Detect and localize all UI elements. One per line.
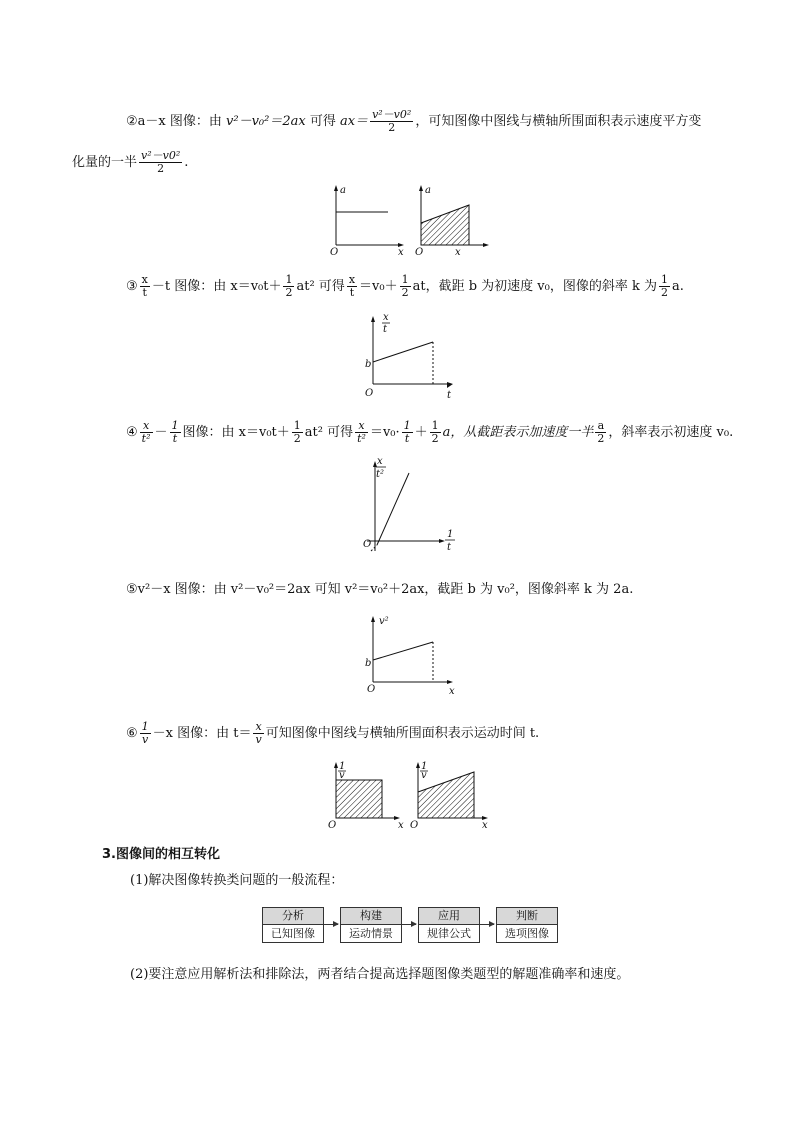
graph-invv-right: [410, 760, 492, 832]
item-xt2-part1: 图像：由 x＝v₀t＋: [182, 425, 290, 440]
intercept-label: b: [365, 359, 372, 370]
item-ax-frac: [370, 109, 413, 134]
y-label-den: v: [339, 770, 345, 781]
flow-step-build: [340, 907, 402, 943]
frac-half-2: [430, 420, 441, 445]
frac-num: 1: [293, 419, 301, 432]
flow-step-top: 分析: [263, 908, 323, 925]
origin-label: O: [365, 388, 374, 399]
item-ax-end: .: [184, 155, 189, 170]
item-invv-part1: －x 图像：由 t＝: [152, 726, 252, 741]
frac-num: v²－v0²: [372, 108, 412, 121]
item-xt2-sep: －: [154, 425, 168, 440]
item-ax-eq2: ax＝: [339, 114, 369, 129]
item-xt-part4: at，截距 b 为初速度 v₀，图像的斜率 k 为: [412, 279, 657, 294]
x-arrow-icon: [447, 680, 453, 684]
y-label-den: t²: [376, 469, 385, 480]
graph-ax-left: [330, 185, 410, 258]
y-label: a: [340, 185, 346, 196]
item-ax-frac2: [139, 150, 182, 175]
item-ax-mid: 可得: [305, 114, 340, 129]
origin-label: O: [363, 539, 372, 550]
y-label-den: v: [421, 770, 427, 781]
flow-step-bottom: 选项图像: [505, 927, 549, 940]
dashed-extension: [371, 545, 377, 551]
y-arrow-icon: [334, 762, 338, 768]
y-arrow-icon: [334, 185, 338, 191]
item-ax-tail: ，可知图像中图线与横轴所围面积表示速度平方变: [415, 114, 702, 129]
frac-num: 1: [403, 419, 411, 432]
shaded-area: [421, 205, 469, 245]
frac-den: 2: [661, 286, 668, 299]
frac-1-over-t: [402, 420, 413, 445]
flow-step-top: 应用: [419, 908, 479, 925]
section3-p2: (2)要注意应用解析法和排除法，两者结合提高选择题图像类题型的解题准确率和速度。: [130, 967, 630, 982]
frac-x-over-t2: [355, 420, 368, 445]
frac-den: 2: [293, 432, 301, 445]
frac-den: 2: [597, 432, 605, 445]
origin-label: O: [328, 820, 337, 831]
item-xt2-part6: ，斜率表示初速度 v₀.: [608, 425, 734, 440]
item-xt2-marker: ④: [126, 425, 138, 440]
item-ax-line2-text: 化量的一半: [72, 155, 138, 170]
frac-num: x: [355, 420, 368, 433]
item-xt-part1: －t 图像：由 x＝v₀t＋: [151, 279, 282, 294]
x-label-den: t: [447, 542, 452, 553]
frac-num: 1: [285, 273, 293, 286]
frac-half: [283, 274, 294, 299]
graph-v2x: [363, 612, 463, 698]
y-arrow-icon: [419, 185, 423, 191]
y-label-num: 1: [421, 761, 428, 772]
frac-den: t: [404, 432, 410, 445]
y-label: a: [425, 185, 431, 196]
flow-step-bottom: 已知图像: [271, 927, 315, 940]
x-label-num: 1: [447, 529, 454, 540]
item-xt2-line: [126, 420, 733, 445]
frac-num: x: [140, 420, 153, 433]
frac-num: a: [595, 420, 606, 433]
frac-num: x: [141, 273, 148, 286]
frac-half-2: [400, 274, 411, 299]
y-label-den: t: [383, 324, 388, 335]
flow-step-bottom: 运动情景: [349, 927, 393, 940]
section3-title: 3.图像间的相互转化: [102, 847, 220, 862]
frac-num: 1: [141, 720, 149, 733]
x-arrow-icon: [439, 539, 445, 543]
origin-label: O: [367, 684, 376, 695]
frac-1t: [170, 420, 181, 445]
y-label-num: x: [377, 456, 383, 467]
item-ax-line1: [126, 109, 701, 134]
x-arrow-icon: [447, 382, 453, 388]
frac-slope: [659, 274, 670, 299]
graph-ax-right: [415, 185, 495, 258]
item-invv-line: [126, 721, 539, 746]
y-label-num: 1: [339, 761, 346, 772]
frac-den: 2: [285, 286, 293, 299]
item-xt2-part3: ＝v₀·: [369, 425, 400, 440]
item-v2x-line: [126, 581, 633, 599]
flow-step-top: 判断: [497, 908, 557, 925]
flow-step-apply: [418, 907, 480, 943]
y-label-num: x: [383, 312, 389, 323]
item-xt2-part2: at² 可得: [304, 425, 354, 440]
graph-line: [377, 473, 409, 545]
graph-xt: [363, 312, 463, 402]
frac-den: t: [349, 286, 355, 299]
frac-den: v: [142, 733, 149, 746]
x-label: t: [447, 390, 452, 401]
frac-num: 1: [661, 273, 668, 286]
flowchart: [262, 907, 562, 945]
item-v2x-text: ⑤v²－x 图像：由 v²－v₀²＝2ax 可知 v²＝v₀²＋2ax，截距 b 为 v₀²，图像斜率 k 为 2a.: [126, 582, 634, 597]
x-label: x: [482, 820, 488, 831]
item-ax-line2: [72, 150, 188, 175]
frac-den: 2: [388, 121, 396, 134]
x-label: x: [449, 686, 455, 697]
flow-arrow-icon: [402, 924, 416, 925]
item-ax-marker: ②a－x 图像：由: [126, 114, 227, 129]
flow-step-top: 构建: [341, 908, 401, 925]
y-label: v²: [379, 616, 389, 627]
frac-a-half: [595, 420, 606, 445]
item-invv-marker: ⑥: [126, 726, 138, 741]
frac-half: [292, 420, 303, 445]
frac-den: t²: [141, 432, 151, 445]
graph-line: [373, 642, 433, 660]
item-ax-eq1: v²－v₀²＝2ax: [226, 114, 306, 129]
frac-den: t: [142, 286, 147, 299]
item-xt-part5: a.: [672, 279, 684, 294]
frac-den: v: [255, 733, 262, 746]
frac-x-over-t: [347, 274, 357, 299]
frac-den: 2: [401, 286, 409, 299]
frac-den: 2: [431, 432, 439, 445]
origin-label: O: [415, 247, 424, 258]
x-label: x: [398, 820, 404, 831]
y-arrow-icon: [416, 762, 420, 768]
frac-den: t²: [357, 432, 366, 445]
frac-num: 1: [431, 419, 439, 432]
frac-num: 1: [401, 273, 409, 286]
y-arrow-icon: [371, 616, 375, 622]
graph-line: [373, 342, 433, 362]
shaded-area: [336, 780, 382, 818]
y-arrow-icon: [371, 316, 375, 322]
frac-xt: [140, 274, 150, 299]
frac-den: 2: [157, 162, 165, 175]
frac-xv: [253, 721, 263, 746]
item-xt-line: [126, 274, 684, 299]
item-invv-part2: 可知图像中图线与横轴所围面积表示运动时间 t.: [265, 726, 540, 741]
item-xt2-part4: ＋: [414, 425, 428, 440]
flow-arrow-icon: [480, 924, 494, 925]
x-arrow-icon: [483, 243, 489, 247]
frac-den: t: [172, 432, 178, 445]
flow-arrow-icon: [324, 924, 338, 925]
x-label: x: [455, 247, 461, 258]
item-xt-marker: ③: [126, 279, 138, 294]
flow-step-bottom: 规律公式: [427, 927, 471, 940]
origin-label: O: [330, 247, 339, 258]
frac-num: 1: [171, 419, 179, 432]
frac-num: v²－v0²: [141, 149, 181, 162]
flow-step-analyze: [262, 907, 324, 943]
item-xt2-part5: a，从截距表示加速度一半: [442, 425, 594, 440]
graph-xt2: [363, 455, 463, 555]
origin-label: O: [410, 820, 419, 831]
flow-step-judge: [496, 907, 558, 943]
graph-invv-left: [328, 760, 410, 832]
item-xt-part3: ＝v₀＋: [359, 279, 398, 294]
item-xt-part2: at² 可得: [296, 279, 345, 294]
frac-num: x: [348, 273, 356, 286]
intercept-label: b: [365, 658, 372, 669]
section3-p1: (1)解决图像转换类问题的一般流程：: [130, 873, 344, 888]
frac-num: x: [255, 720, 262, 733]
x-label: x: [398, 247, 404, 258]
frac-1v: [140, 721, 151, 746]
frac-xt2: [140, 420, 153, 445]
